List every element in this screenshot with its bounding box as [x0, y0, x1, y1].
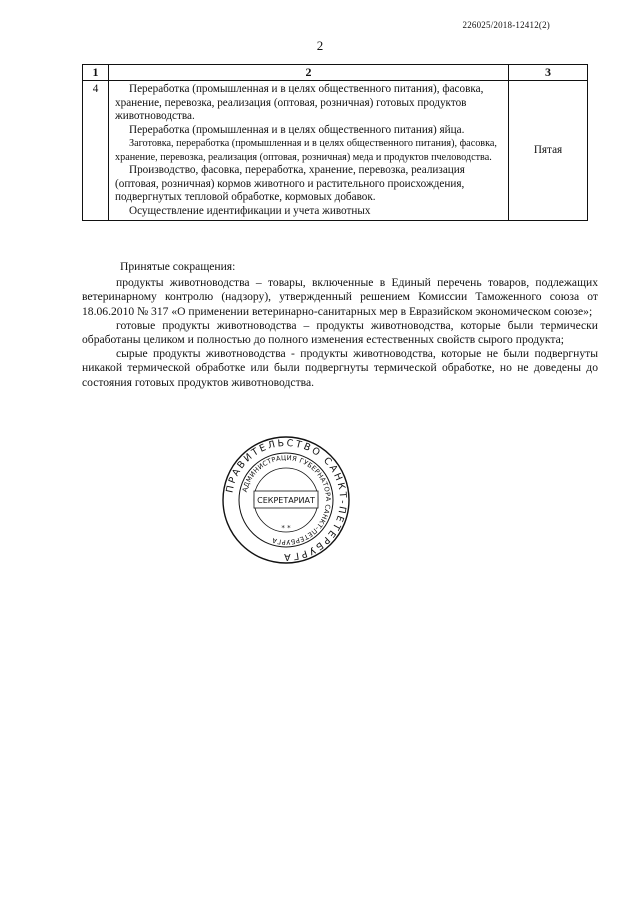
row-activities: [109, 81, 509, 221]
activity-paragraph: Производство, фасовка, переработка, хранение, перевозка, реализация (оптовая, розничная) кормов животного и растительного происхождения, подвергнутых тепловой обработке, кормовых добавок.: [115, 164, 465, 203]
seal-center-text: СЕКРЕТАРИАТ: [257, 496, 315, 505]
row-number: 4: [83, 81, 109, 221]
abbreviations-title: Принятые сокращения:: [120, 260, 236, 273]
abbreviation-item: сырые продукты животноводства - продукты животноводства, которые не были подвергнуты никакой термической обработке или были подвергнуты термической обработке, но не доведены до состояния готовых продуктов животноводства.: [82, 347, 598, 389]
page-number: 2: [316, 38, 324, 53]
activity-paragraph: Заготовка, переработка (промышленная и в целях общественного питания), фасовка, хранение, перевозка, реализация (оптовая, розничная) меда и продуктов пчеловодства.: [115, 138, 497, 163]
activity-paragraph: Осуществление идентификации и учета животных: [129, 204, 371, 217]
seal-outer-text: ПРАВИТЕЛЬСТВО САНКТ-ПЕТЕРБУРГА: [224, 437, 349, 563]
activity-table: [82, 64, 588, 221]
table-header-row: [83, 65, 588, 81]
document-number: 226025/2018-12412(2): [462, 20, 550, 30]
abbreviations-section: [82, 260, 598, 390]
header-col-1: 1: [83, 65, 109, 81]
seal-stars: * *: [281, 524, 291, 532]
seal-inner-text: АДМИНИСТРАЦИЯ ГУБЕРНАТОРА САНКТ-ПЕТЕРБУРГА: [240, 453, 333, 547]
abbreviation-item: продукты животноводства – товары, включенные в Единый перечень товаров, подлежащих ветеринарному контролю (надзору), утвержденный решением Комиссии Таможенного союза от 18.06.2010 № 317 «О применении ветеринарно-санитарных мер в Евразийском экономическом союзе»;: [82, 276, 598, 318]
header-col-3: 3: [509, 65, 588, 81]
abbreviation-item: готовые продукты животноводства – продукты животноводства, которые были термически обработаны целиком и полностью до полного изменения естественных свойств сырого продукта;: [82, 318, 598, 347]
activity-paragraph: Переработка (промышленная и в целях общественного питания), фасовка, хранение, перевозка, реализация (оптовая, розничная) готовых продуктов животноводства.: [115, 83, 484, 122]
official-seal: [221, 435, 351, 565]
header-col-2: 2: [109, 65, 509, 81]
activity-paragraph: Переработка (промышленная и в целях общественного питания) яйца.: [129, 123, 465, 136]
table-row: [83, 81, 588, 221]
row-category: Пятая: [509, 81, 588, 221]
